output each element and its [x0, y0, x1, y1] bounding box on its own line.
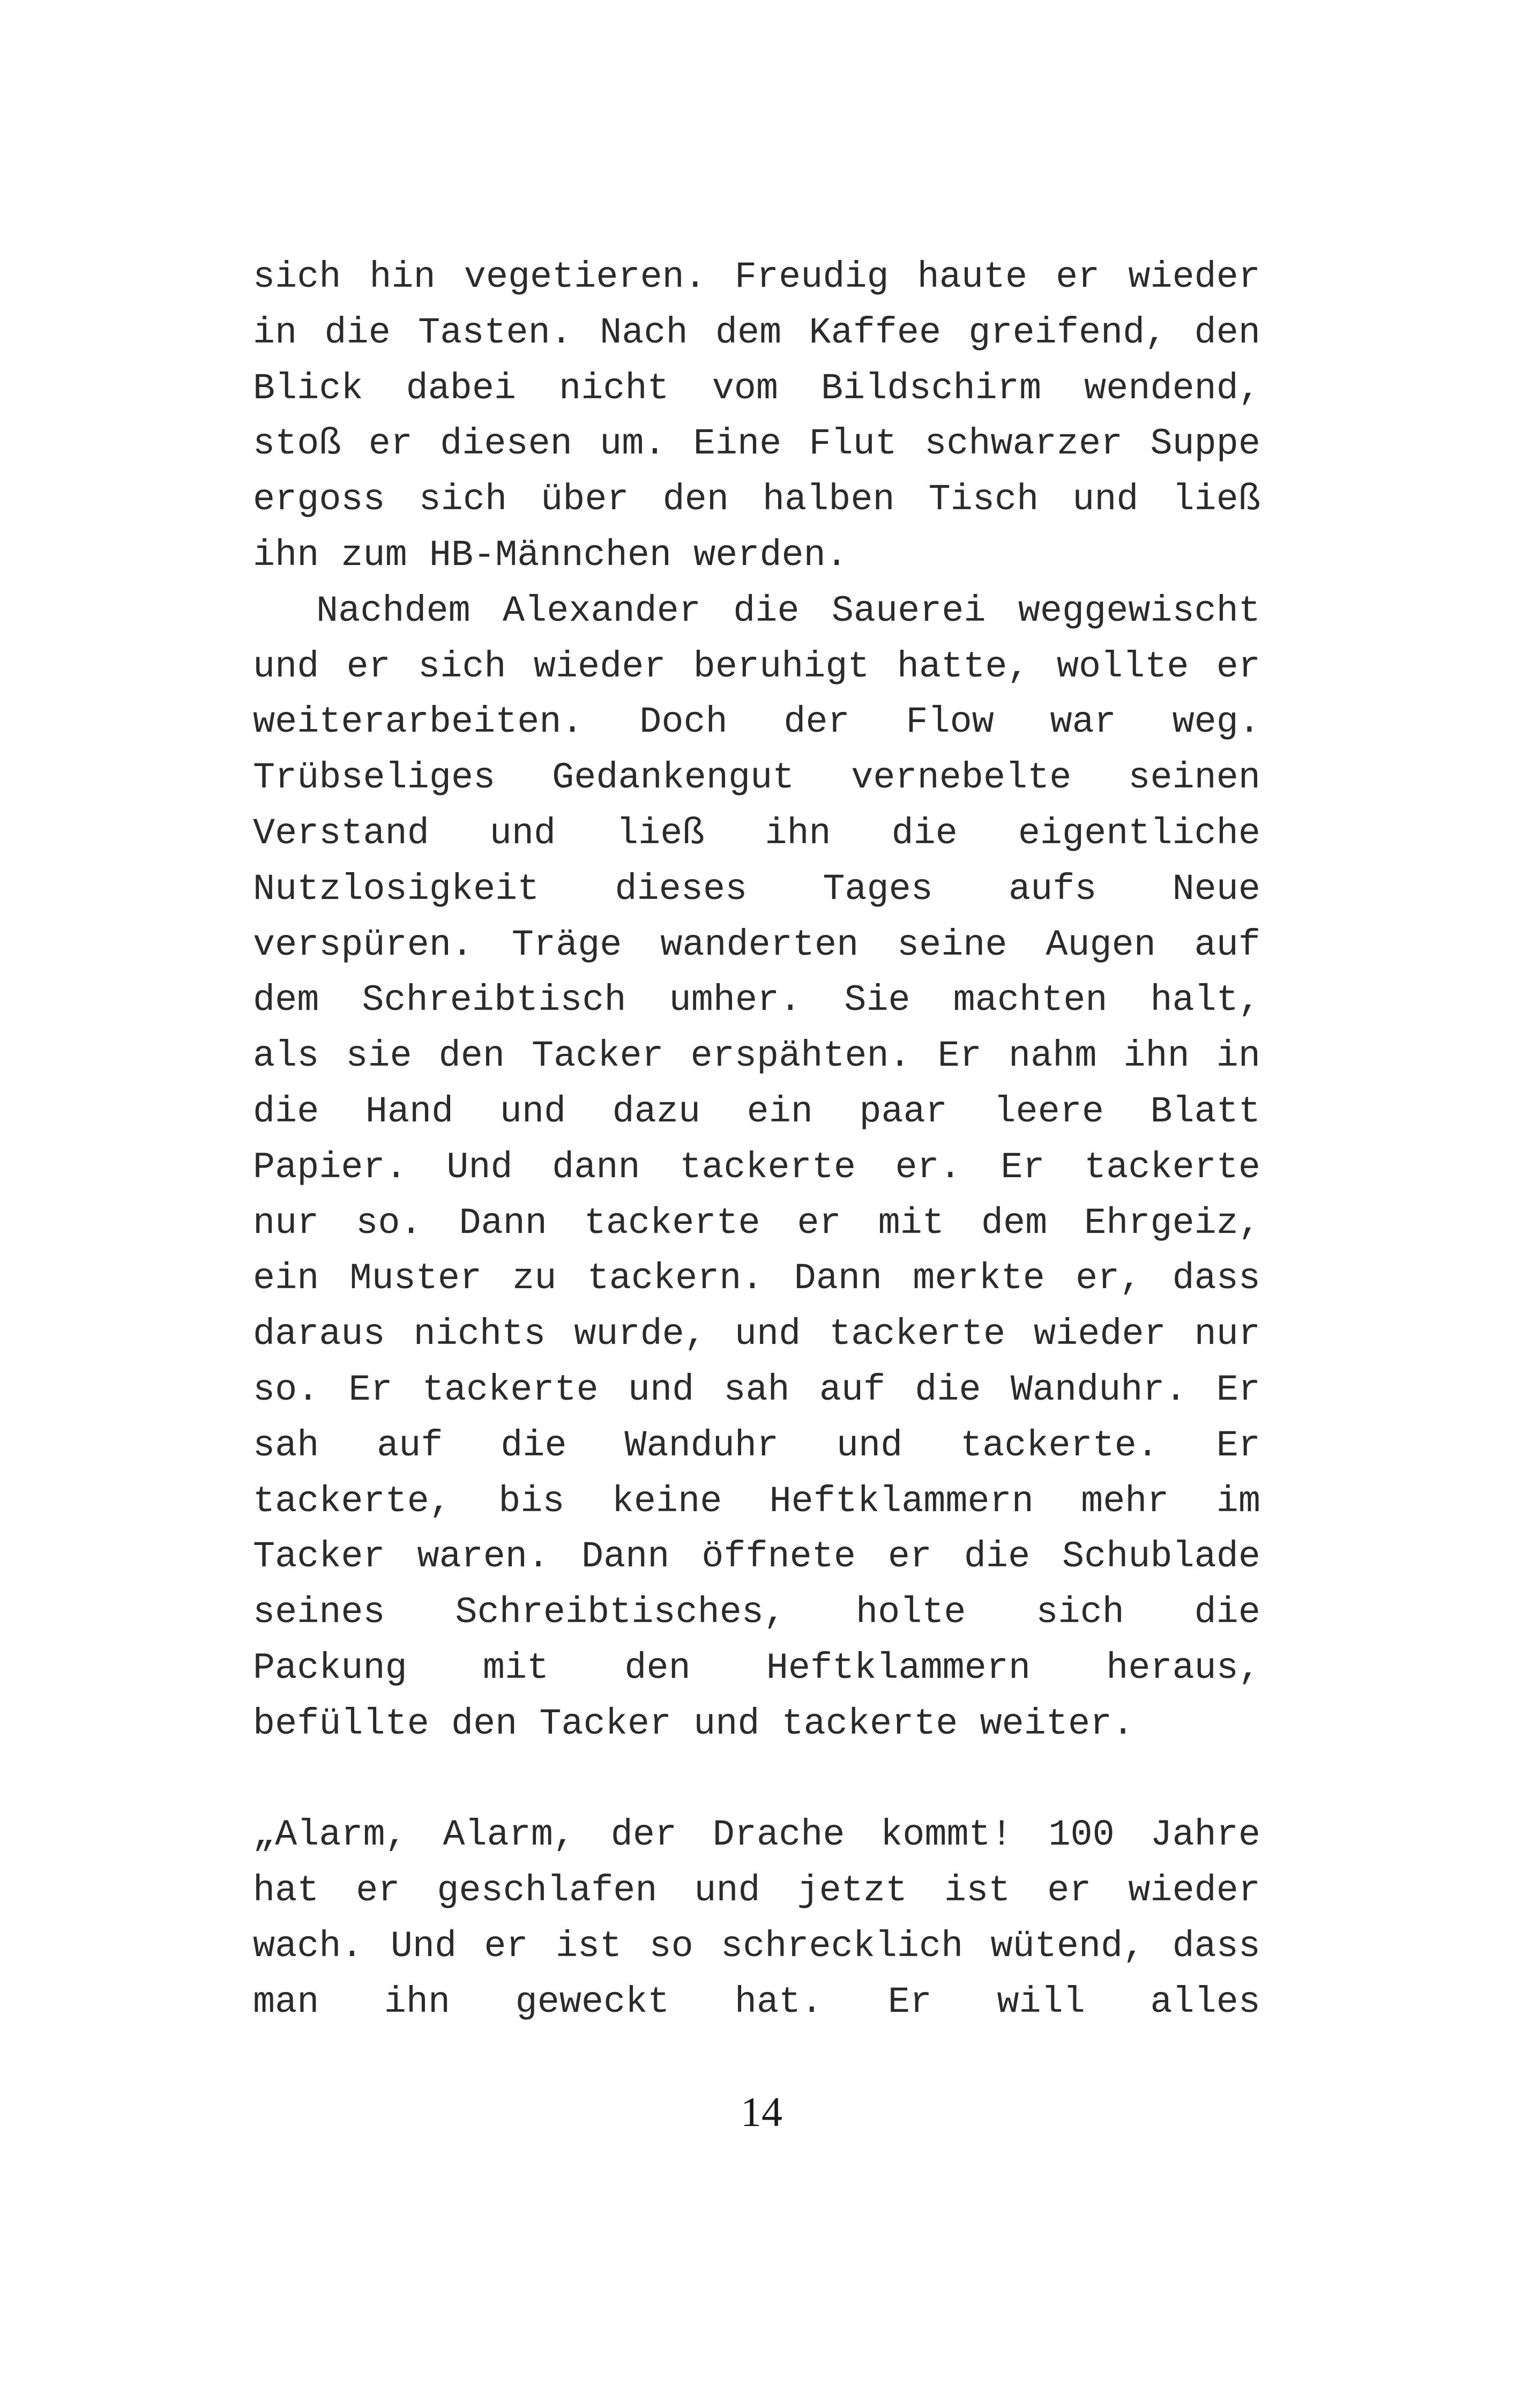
text-line: Nachdem Alexander die Sauerei weggewischt [316, 590, 1260, 632]
text-line: verspüren. Träge wanderten seine Augen auf [253, 924, 1260, 966]
body-text [253, 250, 1260, 2031]
text-line: die Hand und dazu ein paar leere Blatt [253, 1090, 1260, 1133]
text-line: Verstand und ließ ihn die eigentliche [253, 812, 1260, 854]
paragraph-gap [253, 1752, 1260, 1808]
text-line: Nutzlosigkeit dieses Tages aufs Neue [253, 868, 1260, 910]
text-line: hat er geschlafen und jetzt ist er wieder [253, 1870, 1260, 1912]
text-line: als sie den Tacker erspähten. Er nahm ihn in [253, 1035, 1260, 1077]
text-line: wach. Und er ist so schrecklich wütend, dass [253, 1925, 1260, 1967]
paragraph-2 [253, 584, 1260, 1752]
text-line: Blick dabei nicht vom Bildschirm wendend, [253, 367, 1260, 410]
text-line: stoß er diesen um. Eine Flut schwarzer Suppe [253, 423, 1260, 465]
paragraph-3 [253, 1808, 1260, 2030]
text-line: Packung mit den Heftklammern heraus, [253, 1647, 1260, 1689]
page-number: 14 [741, 2089, 782, 2135]
text-line: Papier. Und dann tackerte er. Er tackerte [253, 1146, 1260, 1188]
text-line: man ihn geweckt hat. Er will alles [253, 1981, 1260, 2023]
text-line: sich hin vegetieren. Freudig haute er wieder [253, 256, 1260, 298]
paragraph-1 [253, 250, 1260, 584]
text-line: dem Schreibtisch umher. Sie machten halt, [253, 979, 1260, 1022]
text-line: ihn zum HB-Männchen werden. [253, 534, 848, 576]
text-line: ein Muster zu tackern. Dann merkte er, dass [253, 1258, 1260, 1300]
text-line: daraus nichts wurde, und tackerte wieder nur [253, 1313, 1260, 1356]
text-line: tackerte, bis keine Heftklammern mehr im [253, 1480, 1260, 1522]
text-line: sah auf die Wanduhr und tackerte. Er [253, 1424, 1260, 1467]
text-line: Tacker waren. Dann öffnete er die Schublade [253, 1536, 1260, 1578]
text-line: befüllte den Tacker und tackerte weiter. [253, 1703, 1134, 1745]
text-line: in die Tasten. Nach dem Kaffee greifend, den [253, 311, 1260, 354]
text-line: ergoss sich über den halben Tisch und ließ [253, 479, 1260, 521]
text-line: und er sich wieder beruhigt hatte, wollte er [253, 645, 1260, 688]
text-line: Trübseliges Gedankengut vernebelte seinen [253, 757, 1260, 799]
text-line: seines Schreibtisches, holte sich die [253, 1592, 1260, 1634]
text-line: „Alarm, Alarm, der Drache kommt! 100 Jahre [253, 1814, 1260, 1856]
text-line: so. Er tackerte und sah auf die Wanduhr. Er [253, 1369, 1260, 1411]
text-line: nur so. Dann tackerte er mit dem Ehrgeiz, [253, 1202, 1260, 1244]
text-line: weiterarbeiten. Doch der Flow war weg. [253, 701, 1260, 744]
